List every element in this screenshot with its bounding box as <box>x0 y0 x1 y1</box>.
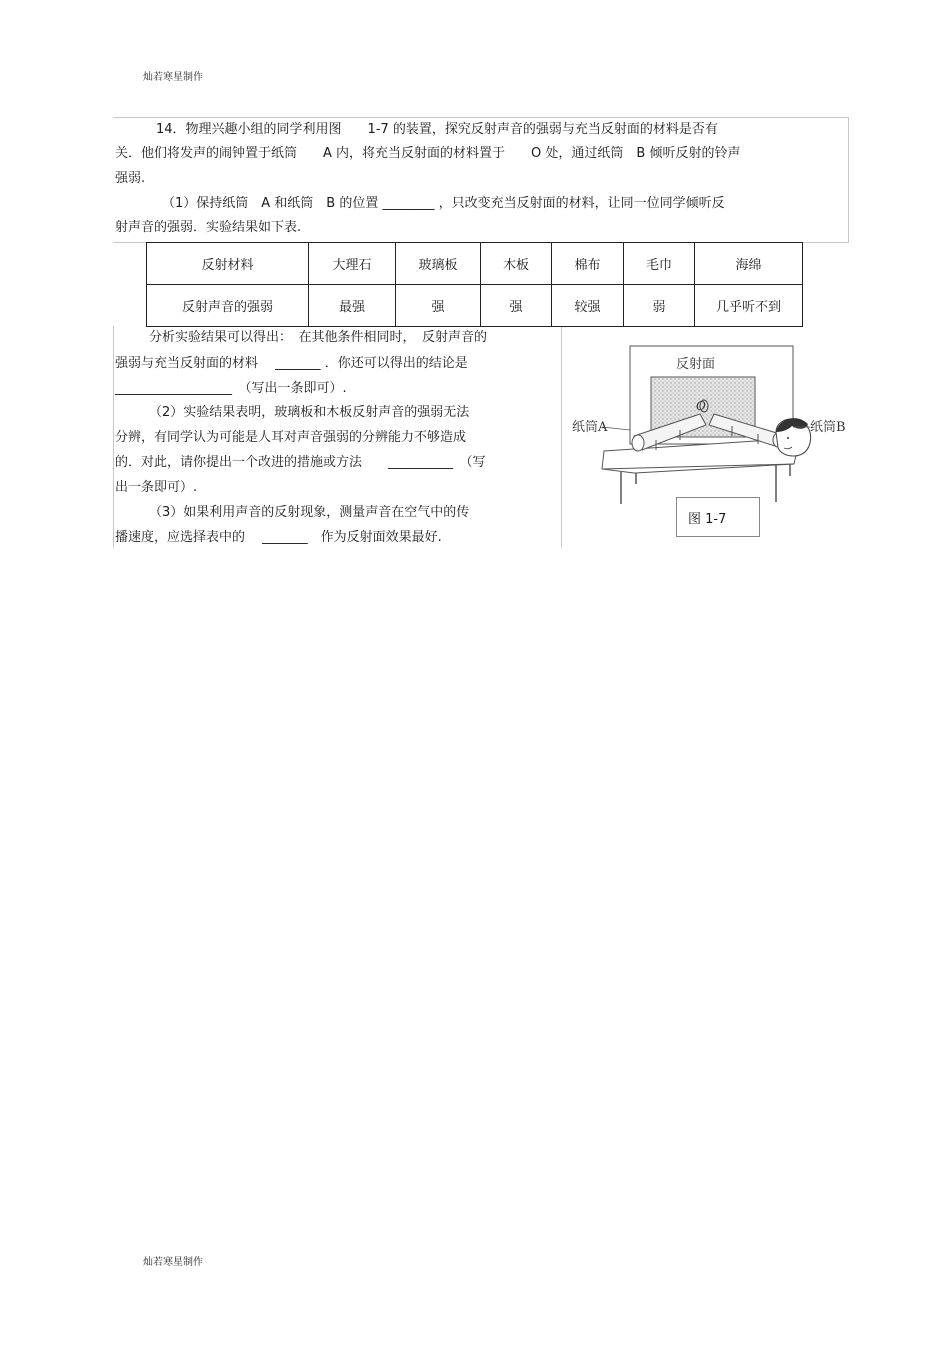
table-cell: 木板 <box>481 243 552 285</box>
part2-line-3: 的．对此，请你提出一个改进的措施或方法 __________ （写 <box>115 455 486 470</box>
table-cell: 玻璃板 <box>396 243 481 285</box>
table-cell: 海绵 <box>695 243 803 285</box>
table-cell: 反射声音的强弱 <box>147 285 309 327</box>
part3-line-1: （3）如果利用声音的反射现象，测量声音在空气中的传 <box>149 505 470 520</box>
student-head <box>776 418 811 456</box>
frame-left-line <box>113 326 114 548</box>
question-intro-line-1: 14．物理兴趣小组的同学利用图 1-7 的装置，探究反射声音的强弱与充当反射面的材料是否有 <box>156 122 718 137</box>
frame-top-line <box>113 117 849 118</box>
frame-right-line <box>848 117 849 243</box>
tube-b-label: 纸筒B <box>810 420 846 435</box>
footer-note: 灿若寒星制作 <box>143 1257 203 1268</box>
table-cell: 较强 <box>552 285 624 327</box>
part2-line-2: 分辨，有同学认为可能是人耳对声音强弱的分辨能力不够造成 <box>115 430 467 445</box>
tube-a-label: 纸筒A <box>572 420 608 435</box>
table-cell: 最强 <box>309 285 396 327</box>
point-o-label: O <box>696 399 706 413</box>
analysis-line-3: __________________ （写出一条即可）. <box>115 381 347 396</box>
part2-line-1: （2）实验结果表明，玻璃板和木板反射声音的强弱无法 <box>149 405 470 420</box>
table-cell: 强 <box>481 285 552 327</box>
part2-line-4: 出一条即可）. <box>115 480 198 495</box>
table-cell: 毛巾 <box>624 243 695 285</box>
analysis-line-1: 分析实验结果可以得出： 在其他条件相同时， 反射声音的 <box>149 330 488 345</box>
question-intro-line-2: 关．他们将发声的闹钟置于纸筒 A 内，将充当反射面的材料置于 O 处，通过纸筒 B 倾听反射的铃声 <box>115 146 741 161</box>
reflector-label: 反射面 <box>676 357 716 372</box>
part1-line-1: （1）保持纸筒 A 和纸筒 B 的位置 ________ ，只改变充当反射面的材料，让同一位同学倾听反 <box>162 196 725 211</box>
question-intro-line-3: 强弱. <box>115 171 146 186</box>
analysis-line-2: 强弱与充当反射面的材料 _______ ．你还可以得出的结论是 <box>115 356 468 371</box>
figure-caption: 图 1-7 <box>676 497 760 537</box>
table-header-row <box>147 243 803 285</box>
table-cell: 强 <box>396 285 481 327</box>
table-cell: 弱 <box>624 285 695 327</box>
header-note: 灿若寒星制作 <box>143 72 203 83</box>
table-cell: 几乎听不到 <box>695 285 803 327</box>
table-cell: 棉布 <box>552 243 624 285</box>
table-cell: 反射材料 <box>147 243 309 285</box>
table-cell: 大理石 <box>309 243 396 285</box>
results-table <box>146 242 803 327</box>
part1-line-2: 射声音的强弱．实验结果如下表. <box>115 220 302 235</box>
tube-a-end <box>632 435 644 451</box>
part3-line-2: 播速度，应选择表中的 _______ 作为反射面效果最好. <box>115 530 442 545</box>
table-row <box>147 285 803 327</box>
